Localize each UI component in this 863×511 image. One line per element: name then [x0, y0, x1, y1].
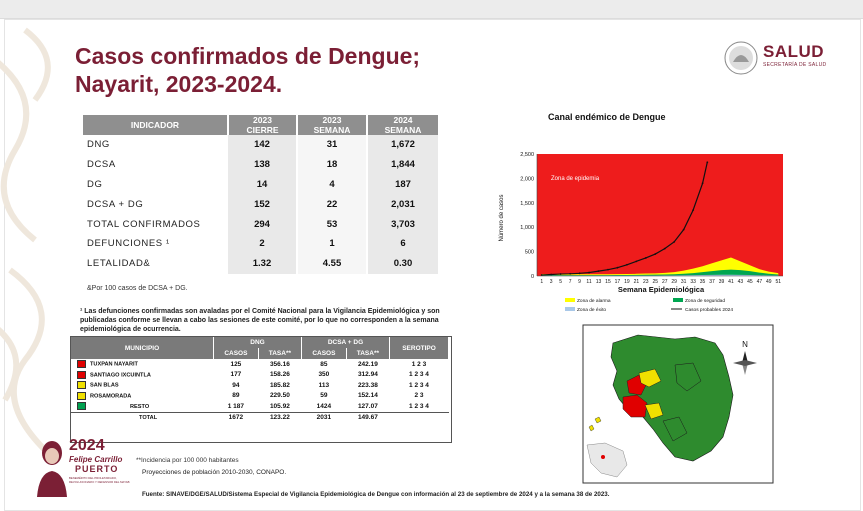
x-tick-label: 49	[766, 279, 772, 285]
x-tick-label: 45	[747, 279, 753, 285]
x-tick-label: 1	[540, 279, 544, 285]
cell-value: 4	[297, 175, 367, 195]
cell-value: 177	[230, 371, 242, 379]
legend-label: Casos probables 2024	[685, 308, 734, 313]
casos-2024-point	[654, 253, 656, 255]
x-tick-label: 39	[718, 279, 725, 285]
x-tick-label: 31	[680, 279, 687, 285]
zona-epidemia-label: Zona de epidemia	[551, 176, 600, 182]
risk-square	[77, 392, 86, 400]
x-tick-label: 17	[614, 279, 621, 285]
cell-value: 1.32	[228, 254, 297, 274]
x-tick-label: 35	[699, 279, 706, 285]
casos-2024-point	[598, 270, 600, 272]
cell-value: 312.94	[357, 371, 378, 379]
risk-square	[77, 371, 86, 379]
cell-value: 0.30	[367, 254, 439, 274]
header-casos: CASOS	[214, 348, 259, 359]
cell-value: 4.55	[297, 254, 367, 274]
header-indicador: INDICADOR	[83, 115, 228, 135]
cell-value: 152	[228, 194, 297, 214]
header-serotipo: SEROTIPO	[390, 337, 449, 359]
cell-value: 242.19	[357, 360, 378, 368]
browser-topbar	[0, 0, 863, 19]
fuente-note: Fuente: SINAVE/DGE/SALUD/Sistema Especial de Vigilancia Epidemiológica de Dengue con información al 23 de septiembre de 2024 y a la semana 38 de 2023.	[142, 491, 610, 498]
cell-value: 356.16	[269, 360, 290, 368]
municipio-name: ROSAMORADA	[71, 391, 214, 402]
letalidad-footnote: &Por 100 casos de DCSA + DG.	[87, 285, 188, 292]
casos-2024-point	[607, 269, 609, 271]
risk-square	[77, 402, 86, 410]
casos-2024-point	[645, 257, 647, 259]
casos-2024-point	[579, 272, 581, 274]
cell-value: 138	[228, 155, 297, 175]
row-label: DEFUNCIONES ¹	[87, 238, 170, 250]
casos-2024-point	[635, 260, 637, 262]
legend-swatch	[673, 298, 683, 302]
cell-value: 187	[367, 175, 439, 195]
cell-value: 31	[297, 135, 367, 155]
y-tick-label: 0	[530, 274, 534, 280]
x-tick-label: 27	[661, 279, 668, 285]
cell-value: 1 187	[227, 402, 245, 410]
cell-value: 1,844	[367, 155, 439, 175]
x-tick-label: 51	[775, 279, 782, 285]
cell-value: 350	[318, 371, 330, 379]
casos-2024-point	[702, 182, 704, 184]
branding-subtitle: BENEMÉRITO DEL PROLETARIADO, REVOLUCIONARIO Y DEFENSOR DEL MAYAB	[69, 476, 130, 484]
cell-value: 185.82	[269, 381, 290, 389]
cell-value: 59	[320, 392, 328, 400]
casos-2024-point	[550, 274, 552, 276]
cell-value: 18	[297, 155, 367, 175]
table-row	[83, 135, 439, 155]
municipio-name: TOTAL	[139, 414, 158, 421]
cell-value: 152.14	[357, 392, 378, 400]
x-tick-label: 23	[643, 279, 649, 285]
casos-2024-point	[706, 161, 708, 163]
cell-value: 123.22	[269, 414, 290, 422]
felipe-carrillo-puerto-logo	[35, 435, 135, 507]
table-row	[71, 380, 449, 391]
cell-value: 1	[297, 234, 367, 254]
cell-value: 1672	[228, 414, 244, 422]
x-tick-label: 9	[578, 279, 581, 285]
cell-value: 3,703	[367, 214, 439, 234]
cell-value: 89	[232, 392, 240, 400]
table-row	[71, 401, 449, 412]
x-tick-label: 47	[756, 279, 763, 285]
row-label: DCSA + DG	[87, 198, 144, 210]
cell-value: 127.07	[357, 402, 378, 410]
table-row	[71, 359, 449, 370]
y-tick-label: 2,000	[520, 176, 534, 183]
endemic-channel-chart	[493, 108, 793, 313]
x-tick-label: 21	[633, 279, 640, 285]
cell-value: 6	[367, 234, 439, 254]
cell-value: 1 2 3 4	[409, 371, 429, 379]
legend-swatch	[565, 298, 575, 302]
casos-2024-point	[692, 209, 694, 211]
incidencia-note: **Incidencia por 100 000 habitantes	[136, 457, 239, 464]
header-municipio: MUNICIPIO	[71, 337, 214, 359]
indicator-header-row	[83, 115, 439, 135]
table-row	[83, 175, 439, 195]
header-casos: CASOS	[301, 348, 346, 359]
municipio-name: SAN BLAS	[71, 380, 214, 391]
cell-value: 229.50	[269, 392, 290, 400]
casos-2024-point	[617, 267, 619, 269]
branding-name2: PUERTO	[75, 464, 119, 474]
municipio-name: SANTIAGO IXCUINTLA	[71, 370, 214, 381]
nayarit-map	[583, 325, 773, 483]
header-2023-semana: 2023 SEMANA	[297, 115, 367, 135]
row-label: DCSA	[87, 159, 116, 171]
casos-2024-point	[569, 273, 571, 275]
cell-value: 14	[228, 175, 297, 195]
proyecciones-note: Proyecciones de población 2010-2030, CONAPO.	[142, 469, 287, 476]
x-tick-label: 41	[728, 279, 734, 285]
x-tick-label: 13	[595, 279, 602, 285]
legend-label: Zona de alarma	[577, 299, 611, 304]
cell-value: 105.92	[269, 402, 290, 410]
cell-value: 142	[228, 135, 297, 155]
municipality-table-wrapper	[70, 336, 452, 443]
municipio-name: TUXPAN NAYARIT	[71, 359, 214, 370]
chart-ylabel: Número de casos	[499, 194, 505, 242]
x-tick-label: 37	[709, 279, 715, 285]
cell-value: 158.26	[269, 371, 290, 379]
chart-title: Canal endémico de Dengue	[548, 112, 666, 122]
branding-name1: Felipe Carrillo	[69, 455, 123, 464]
cell-value: 1 2 3 4	[409, 402, 429, 410]
x-tick-label: 25	[652, 279, 659, 285]
cell-value: 113	[318, 381, 330, 389]
chart-xlabel: Semana Epidemiológica	[617, 285, 705, 294]
cell-value	[390, 412, 449, 423]
legend-label: Zona de éxito	[577, 308, 607, 313]
logo-subtitle: SECRETARÍA DE SALUD	[763, 62, 827, 68]
cell-value: 53	[297, 214, 367, 234]
municipio-name: RESTO	[71, 401, 214, 412]
header-dcsa-dg: DCSA + DG	[301, 337, 389, 348]
header-dng: DNG	[214, 337, 302, 348]
risk-square	[77, 360, 86, 368]
y-tick-label: 1,500	[520, 200, 534, 207]
x-tick-label: 3	[549, 279, 553, 285]
x-tick-label: 7	[568, 279, 572, 285]
cell-value: 1424	[316, 402, 332, 410]
row-label: DNG	[87, 139, 110, 151]
casos-2024-point	[664, 248, 666, 250]
casos-2024-point	[541, 274, 543, 276]
header-2023-cierre: 2023 CIERRE	[228, 115, 297, 135]
table-row-total	[71, 412, 449, 423]
y-tick-label: 1,000	[520, 225, 534, 232]
x-tick-label: 15	[605, 279, 611, 285]
north-label: N	[742, 340, 748, 349]
cell-value: 223.38	[357, 381, 378, 389]
cell-value: 2031	[316, 414, 332, 422]
x-tick-label: 11	[586, 279, 592, 285]
casos-2024-point	[683, 229, 685, 231]
casos-2024-point	[626, 264, 628, 266]
risk-square	[77, 381, 86, 389]
page-title: Casos confirmados de Dengue; Nayarit, 2023-2024.	[75, 43, 421, 97]
cell-value: 2,031	[367, 194, 439, 214]
row-label: TOTAL CONFIRMADOS	[87, 218, 201, 230]
cell-value: 294	[228, 214, 297, 234]
table-row	[83, 214, 439, 234]
cell-value: 125	[230, 360, 242, 368]
branding-year: 2024	[69, 437, 105, 454]
table-row	[83, 194, 439, 214]
header-2024-semana: 2024 SEMANA	[367, 115, 439, 135]
header-tasa: TASA**	[258, 348, 301, 359]
portrait-icon	[35, 437, 69, 497]
y-tick-label: 2,500	[520, 152, 534, 158]
logo-text: SALUD	[763, 42, 825, 61]
cell-value: 22	[297, 194, 367, 214]
table-row	[83, 254, 439, 274]
casos-2024-point	[673, 241, 675, 243]
casos-2024-point	[560, 273, 562, 275]
cell-value: 149.67	[357, 414, 378, 422]
defunciones-note: ¹ Las defunciones confirmadas son avaladas por el Comité Nacional para la Vigilancia Epidemiológica y son publicadas conforme se llevan a cabo las sesiones de este comité, por lo que no corresponden a la semana epidemiológica de ocurrencia.	[80, 308, 440, 333]
x-tick-label: 19	[624, 279, 630, 285]
cell-value: 2 3	[414, 392, 424, 400]
salud-logo	[723, 40, 843, 76]
cell-value: 2	[228, 234, 297, 254]
x-tick-label: 5	[559, 279, 563, 285]
x-tick-label: 43	[737, 279, 744, 285]
row-label: LETALIDAD&	[87, 258, 151, 270]
mun-header-row-1	[71, 337, 449, 348]
table-row	[71, 370, 449, 381]
x-tick-label: 33	[690, 279, 696, 285]
cell-value: 1,672	[367, 135, 439, 155]
row-label: DG	[87, 178, 103, 190]
y-tick-label: 500	[524, 249, 534, 256]
legend-label: Zona de seguridad	[685, 299, 726, 304]
nayarit-locator	[601, 455, 605, 459]
municipality-table	[71, 337, 449, 423]
cell-value: 85	[320, 360, 328, 368]
table-row	[71, 391, 449, 402]
zona-epidemia-area	[537, 154, 783, 276]
x-tick-label: 29	[671, 279, 677, 285]
table-row	[83, 155, 439, 175]
header-tasa: TASA**	[346, 348, 389, 359]
legend-swatch	[565, 307, 575, 311]
indicator-table	[83, 115, 440, 274]
table-row	[83, 234, 439, 254]
casos-2024-point	[588, 272, 590, 274]
slide	[4, 19, 861, 511]
cell-value: 1 2 3 4	[409, 381, 429, 389]
cell-value: 94	[232, 381, 240, 389]
eagle-emblem-icon	[723, 40, 759, 76]
cell-value: 1 2 3	[411, 360, 427, 368]
